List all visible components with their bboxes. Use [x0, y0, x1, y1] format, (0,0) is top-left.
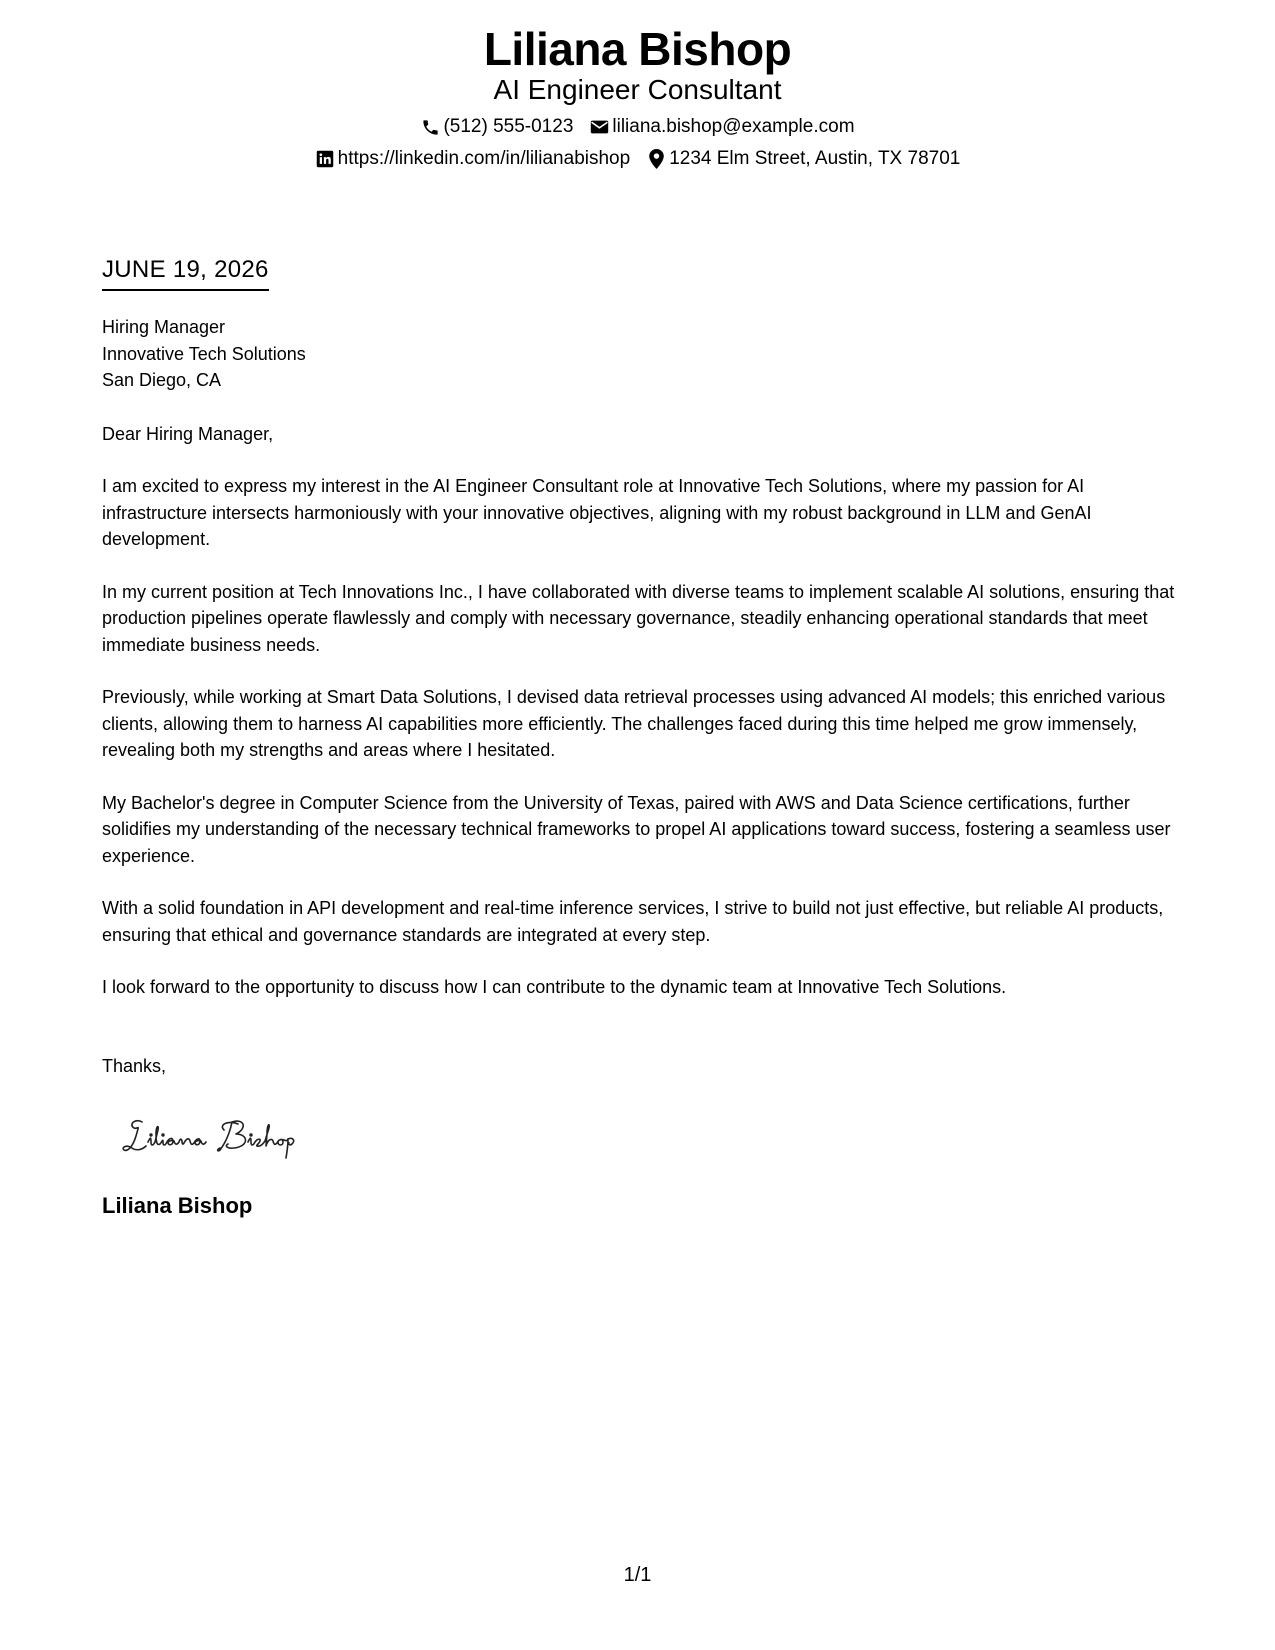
page-number: 1/1 [623, 1564, 652, 1586]
recipient-line: Innovative Tech Solutions [102, 343, 306, 364]
email-contact[interactable] [589, 116, 854, 138]
letter-header [0, 22, 1275, 170]
phone-contact [420, 116, 573, 138]
envelope-icon [589, 117, 609, 137]
phone-text: (512) 555-0123 [443, 116, 574, 137]
contact-row-secondary [0, 148, 1275, 170]
recipient-block [102, 314, 1182, 394]
body-paragraph: Previously, while working at Smart Data Solutions, I devised data retrieval processes using advanced AI models; this enriched various clients, allowing them to harness AI capabilities more efficiently. The challenges faced during this time helped me grow immensely, revealing both my strengths and areas where I hesitated. [102, 687, 1166, 760]
salutation: Dear Hiring Manager, [102, 423, 274, 444]
body-paragraph: I am excited to express my interest in the AI Engineer Consultant role at Innovative Tech Solutions, where my passion for AI infrastructure intersects harmoniously with your innovative objectives, aligning with my robust background in LLM and GenAI development. [102, 476, 1092, 549]
signer-name: Liliana Bishop [102, 1193, 253, 1218]
linkedin-contact[interactable] [315, 148, 631, 170]
body-paragraph: I look forward to the opportunity to discuss how I can contribute to the dynamic team at Innovative Tech Solutions. [102, 977, 1007, 997]
recipient-line: Hiring Manager [102, 317, 226, 337]
letter-date: JUNE 19, 2026 [102, 255, 269, 291]
body-paragraph: With a solid foundation in API development and real-time inference services, I strive to build not just effective, but reliable AI products, ensuring that ethical and governance standards are integrated at every step. [102, 898, 1164, 945]
body-paragraph: My Bachelor's degree in Computer Science from the University of Texas, paired with AWS and Data Science certifications, further solidifies my understanding of the necessary technical frameworks to propel AI applications toward success, fostering a seamless user experience. [102, 792, 1171, 866]
phone-icon [420, 117, 440, 137]
map-pin-icon [646, 149, 666, 169]
recipient-line: San Diego, CA [102, 370, 222, 390]
body-paragraph: In my current position at Tech Innovations Inc., I have collaborated with diverse teams to implement scalable AI solutions, ensuring that production pipelines operate flawlessly and comply with necessary governance, steadily enhancing operational standards that meet immediate business needs. [102, 581, 1175, 655]
email-text[interactable]: liliana.bishop@example.com [612, 116, 855, 137]
linkedin-icon [315, 149, 335, 169]
address-text: 1234 Elm Street, Austin, TX 78701 [669, 148, 961, 169]
address-contact [646, 148, 960, 170]
letter-date-block [102, 255, 269, 291]
applicant-name: Liliana Bishop [483, 23, 792, 75]
applicant-title: AI Engineer Consultant [493, 74, 782, 105]
contact-row-primary [0, 116, 1275, 138]
closing: Thanks, [102, 1055, 167, 1076]
handwritten-signature [120, 1108, 360, 1164]
linkedin-text[interactable]: https://linkedin.com/in/lilianabishop [337, 148, 631, 169]
letter-body [102, 314, 1182, 1079]
